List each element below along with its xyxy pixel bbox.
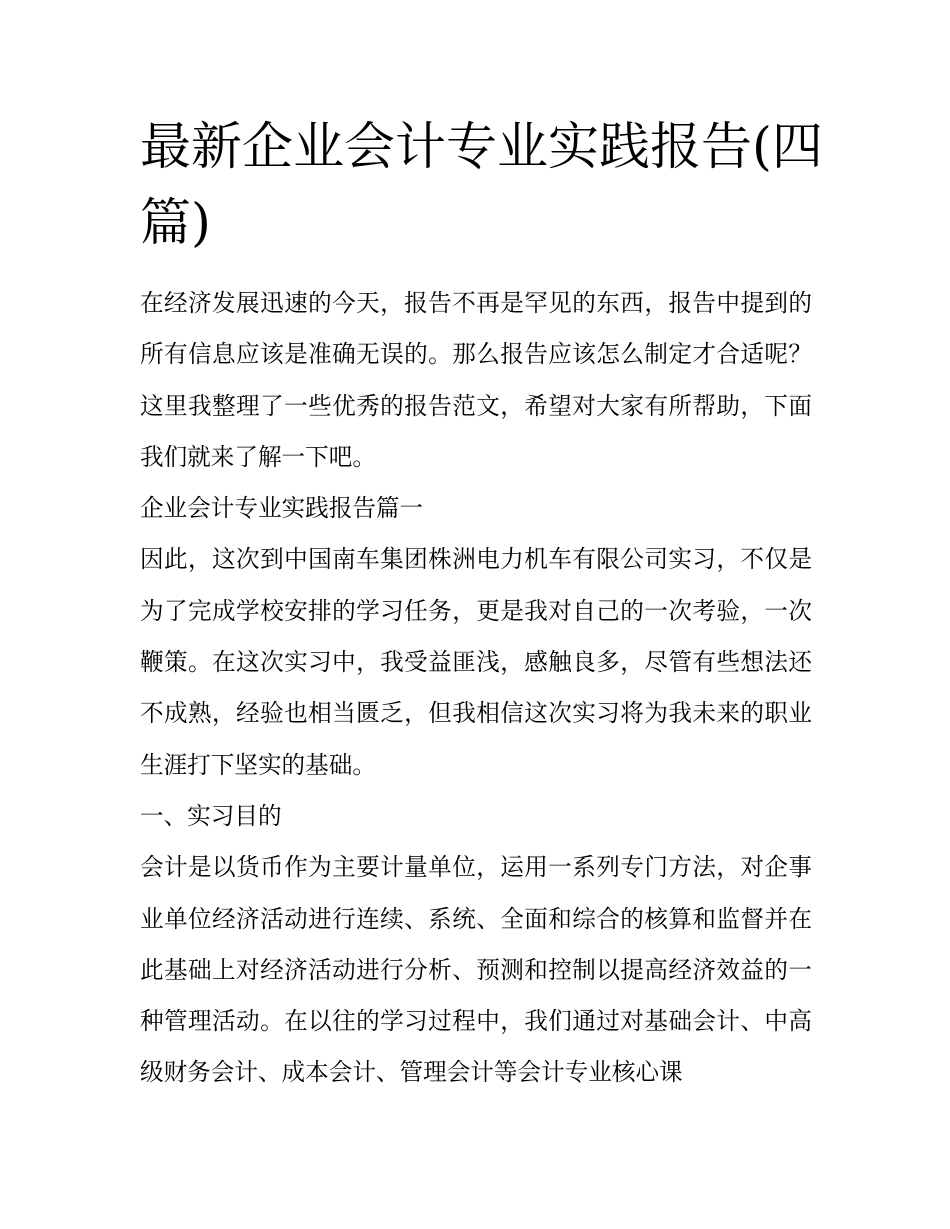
internship-paragraph: 因此，这次到中国南车集团株洲电力机车有限公司实习，不仅是为了完成学校安排的学习任务，更是我对自己的一次考验，一次鞭策。在这次实习中，我受益匪浅，感触良多，尽管有些想法还不成熟，经验也相当匮乏，但我相信这次实习将为我未来的职业生涯打下坚实的基础。	[140, 545, 812, 779]
document-body	[140, 278, 812, 1099]
subheading-purpose: 一、实习目的	[140, 801, 282, 830]
accounting-paragraph: 会计是以货币作为主要计量单位，运用一系列专门方法，对企事业单位经济活动进行连续、系统、全面和综合的核算和监督并在此基础上对经济活动进行分析、预测和控制以提高经济效益的一种管理活动。在以往的学习过程中，我们通过对基础会计、中高级财务会计、成本会计、管理会计等会计专业核心课	[140, 853, 812, 1087]
section-heading-part-one: 企业会计专业实践报告篇一	[140, 494, 424, 523]
intro-paragraph: 在经济发展迅速的今天，报告不再是罕见的东西，报告中提到的所有信息应该是准确无误的。那么报告应该怎么制定才合适呢？这里我整理了一些优秀的报告范文，希望对大家有所帮助，下面我们就来了解一下吧。	[140, 289, 812, 471]
document-title: 最新企业会计专业实践报告(四篇)	[140, 118, 823, 253]
